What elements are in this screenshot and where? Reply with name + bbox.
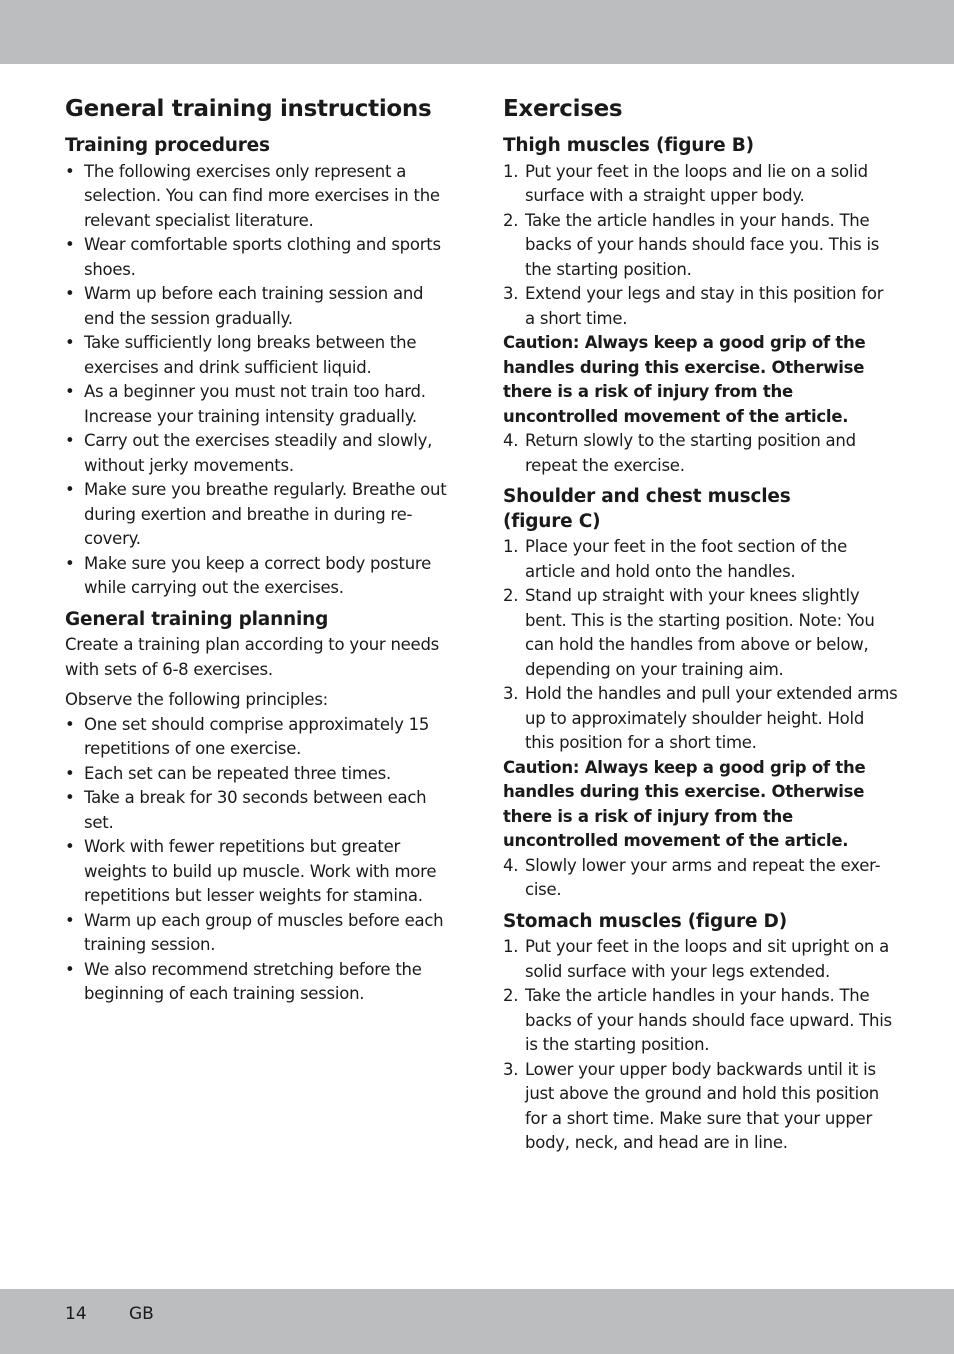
list-item: 2. Take the article handles in your hands. The backs of your hands should face upward. This is the starting position.	[503, 986, 892, 1054]
step-number: 3.	[503, 1059, 519, 1079]
left-column	[65, 94, 455, 1007]
list-item: 3. Lower your upper body backwards until it is just above the ground and hold this position for a short time. Make sure that your upper body, neck, and head are in line.	[503, 1059, 879, 1152]
list-item: • The following exercises only represent a selection. You can find more exercises in the relevant specialist literature.	[65, 161, 440, 230]
caution-thigh: Caution: Always keep a good grip of the handles during this exercise. Otherwise there is a risk of injury from the uncontrolled movement of the article.	[503, 333, 866, 426]
thigh-steps-list	[503, 160, 898, 332]
language-code: GB	[129, 1304, 154, 1324]
header-band	[0, 0, 954, 64]
step-number: 2.	[503, 210, 519, 230]
shoulder-step-4	[503, 854, 898, 903]
step-number: 1.	[503, 937, 519, 956]
bullet-marker: •	[65, 161, 75, 181]
list-item: 2. Stand up straight with your knees slightly bent. This is the starting position. Note: You can hold the handles from above or below, depending on your training aim.	[503, 586, 875, 679]
list-item: • Make sure you breathe regularly. Breathe out during exertion and breathe in during re-covery.	[65, 480, 447, 548]
list-item: • Make sure you keep a correct body posture while carrying out the exercises.	[65, 553, 431, 597]
list-item: 3. Hold the handles and pull your extended arms up to approximately shoulder height. Hold this position for a short time.	[503, 684, 898, 752]
list-item: • Take sufficiently long breaks between the exercises and drink sufficient liquid.	[65, 333, 417, 377]
step-number: 3.	[503, 284, 519, 303]
list-item: 4. Slowly lower your arms and repeat the exer-cise.	[503, 855, 881, 899]
bullet-marker: •	[65, 910, 75, 930]
thigh-step-4	[503, 429, 898, 478]
heading-training-procedures: Training procedures	[65, 135, 270, 156]
principles-list	[65, 713, 455, 1007]
principles-intro: Observe the following principles:	[65, 690, 328, 709]
list-item: • Warm up before each training session and end the session gradually.	[65, 284, 424, 328]
list-item: • One set should comprise approximately 15 repetitions of one exercise.	[65, 714, 430, 758]
step-number: 2.	[503, 986, 519, 1005]
shoulder-steps-list	[503, 535, 898, 756]
bullet-marker: •	[65, 763, 75, 783]
list-item: • Work with fewer repetitions but greater weights to build up muscle. Work with more repetitions but lesser weights for stamina.	[65, 837, 437, 905]
list-item: • As a beginner you must not train too hard. Increase your training intensity gradually.	[65, 382, 426, 426]
step-number: 4.	[503, 431, 519, 450]
list-item: 1. Put your feet in the loops and lie on a solid surface with a straight upper body.	[503, 161, 868, 205]
step-number: 2.	[503, 586, 519, 605]
list-item: 2. Take the article handles in your hands. The backs of your hands should face you. This is the starting position.	[503, 210, 880, 279]
list-item: 3. Extend your legs and stay in this position for a short time.	[503, 284, 884, 328]
training-procedures-list	[65, 160, 455, 601]
bullet-marker: •	[65, 553, 75, 573]
bullet-marker: •	[65, 235, 75, 254]
bullet-marker: •	[65, 431, 75, 450]
heading-shoulder-chest: Shoulder and chest muscles (figure C)	[503, 486, 791, 532]
section-title-general-training: General training instructions	[65, 96, 432, 122]
bullet-marker: •	[65, 714, 75, 734]
list-item: 1. Place your feet in the foot section of the article and hold onto the handles.	[503, 537, 848, 581]
bullet-marker: •	[65, 788, 75, 807]
heading-stomach-muscles: Stomach muscles (figure D)	[503, 910, 787, 932]
list-item: • Carry out the exercises steadily and slowly, without jerky movements.	[65, 431, 433, 475]
step-number: 1.	[503, 161, 519, 181]
page-number: 14	[65, 1304, 87, 1324]
heading-training-planning: General training planning	[65, 608, 329, 630]
step-number: 4.	[503, 855, 519, 875]
stomach-steps-list	[503, 935, 898, 1156]
list-item: • Each set can be repeated three times.	[65, 762, 455, 787]
list-item: • Wear comfortable sports clothing and sports shoes.	[65, 235, 441, 279]
heading-thigh-muscles: Thigh muscles (figure B)	[503, 135, 754, 156]
planning-intro: Create a training plan according to your needs with sets of 6-8 exercises.	[65, 635, 440, 679]
list-item: • We also recommend stretching before the beginning of each training session.	[65, 959, 422, 1003]
right-column	[503, 94, 898, 1156]
bullet-marker: •	[65, 284, 75, 303]
step-number: 1.	[503, 537, 519, 556]
list-item: • Take a break for 30 seconds between each set.	[65, 788, 427, 832]
bullet-marker: •	[65, 333, 75, 352]
bullet-marker: •	[65, 837, 75, 856]
list-item: 1. Put your feet in the loops and sit upright on a solid surface with your legs extended.	[503, 937, 889, 981]
bullet-marker: •	[65, 382, 75, 401]
section-title-exercises: Exercises	[503, 96, 623, 122]
bullet-marker: •	[65, 959, 75, 979]
list-item: • Warm up each group of muscles before each training session.	[65, 910, 444, 954]
caution-shoulder: Caution: Always keep a good grip of the handles during this exercise. Otherwise there is a risk of injury from the uncontrolled movement of the article.	[503, 757, 866, 850]
step-number: 3.	[503, 684, 519, 703]
list-item: 4. Return slowly to the starting position and repeat the exercise.	[503, 431, 856, 475]
bullet-marker: •	[65, 480, 75, 499]
